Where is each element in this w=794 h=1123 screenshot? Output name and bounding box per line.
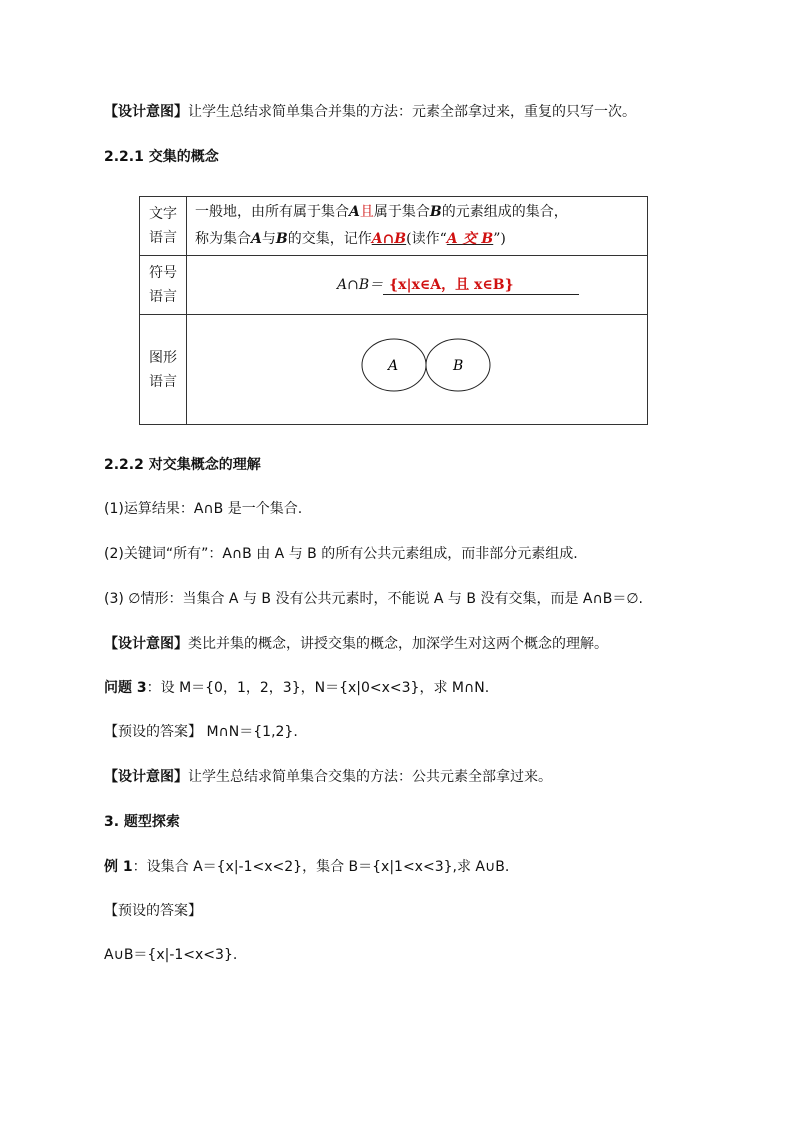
intersection-notation: A∩B bbox=[371, 231, 407, 247]
row-label-figure-language: 图形 语言 bbox=[140, 315, 187, 425]
design-intent-2: 【设计意图】类比并集的概念，讲授交集的概念，加深学生对这两个概念的理解。 bbox=[104, 636, 608, 652]
definition-cell bbox=[187, 197, 648, 256]
qie-keyword: 且 bbox=[359, 204, 374, 220]
symbol-formula: A∩B＝ {x|x∈A，且 x∈B} bbox=[337, 274, 579, 295]
intro-text: 让学生总结求简单集合并集的方法：元素全部拿过来，重复的只写一次。 bbox=[188, 104, 636, 120]
point-1: (1)运算结果：A∩B 是一个集合. bbox=[104, 501, 303, 517]
design-intent-tag: 【设计意图】 bbox=[104, 104, 188, 120]
row-label-symbol-language: 符号 语言 bbox=[140, 256, 187, 315]
definition-line-1: 一般地，由所有属于集合A且属于集合B的元素组成的集合， bbox=[195, 204, 568, 220]
answer-3: 【预设的答案】 M∩N＝{1,2}. bbox=[104, 724, 298, 740]
point-3: (3) ∅情形：当集合 A 与 B 没有公共元素时，不能说 A 与 B 没有交集，而是 A∩B＝∅. bbox=[104, 591, 643, 607]
section-3-title: 3. 题型探索 bbox=[104, 814, 180, 830]
answer-example-1-tag: 【预设的答案】 bbox=[104, 903, 202, 919]
venn-diagram bbox=[361, 337, 491, 393]
design-intent-3: 【设计意图】让学生总结求简单集合交集的方法：公共元素全部拿过来。 bbox=[104, 769, 552, 785]
table-row-text-language bbox=[140, 197, 648, 256]
intro-line bbox=[104, 102, 636, 122]
section-2-2-2-title: 2.2.2 对交集概念的理解 bbox=[104, 457, 261, 473]
definition-line-2: 称为集合A与B的交集，记作A∩B(读作“A 交 B”) bbox=[195, 231, 506, 247]
intersection-set-builder: {x|x∈A，且 x∈B} bbox=[389, 277, 514, 293]
figure-cell bbox=[187, 315, 648, 425]
read-as-text: A 交 B bbox=[446, 231, 494, 247]
answer-example-1-text: A∪B＝{x|-1<x<3}. bbox=[104, 947, 238, 963]
example-1: 例 1：设集合 A＝{x|-1<x<2}，集合 B＝{x|1<x<3},求 A∪B. bbox=[104, 859, 510, 875]
symbol-cell bbox=[187, 256, 648, 315]
row-label-text-language: 文字 语言 bbox=[140, 197, 187, 256]
section-2-2-1-title: 2.2.1 交集的概念 bbox=[104, 149, 219, 165]
table-row-symbol-language bbox=[140, 256, 648, 315]
intersection-concept-table bbox=[139, 196, 648, 425]
table-row-figure-language bbox=[140, 315, 648, 425]
question-3: 问题 3：设 M＝{0，1，2，3}，N＝{x|0<x<3}，求 M∩N. bbox=[104, 680, 490, 696]
point-2: (2)关键词“所有”：A∩B 由 A 与 B 的所有公共元素组成，而非部分元素组成. bbox=[104, 546, 578, 562]
venn-label-a: A bbox=[388, 358, 399, 374]
venn-label-b: B bbox=[453, 358, 464, 374]
